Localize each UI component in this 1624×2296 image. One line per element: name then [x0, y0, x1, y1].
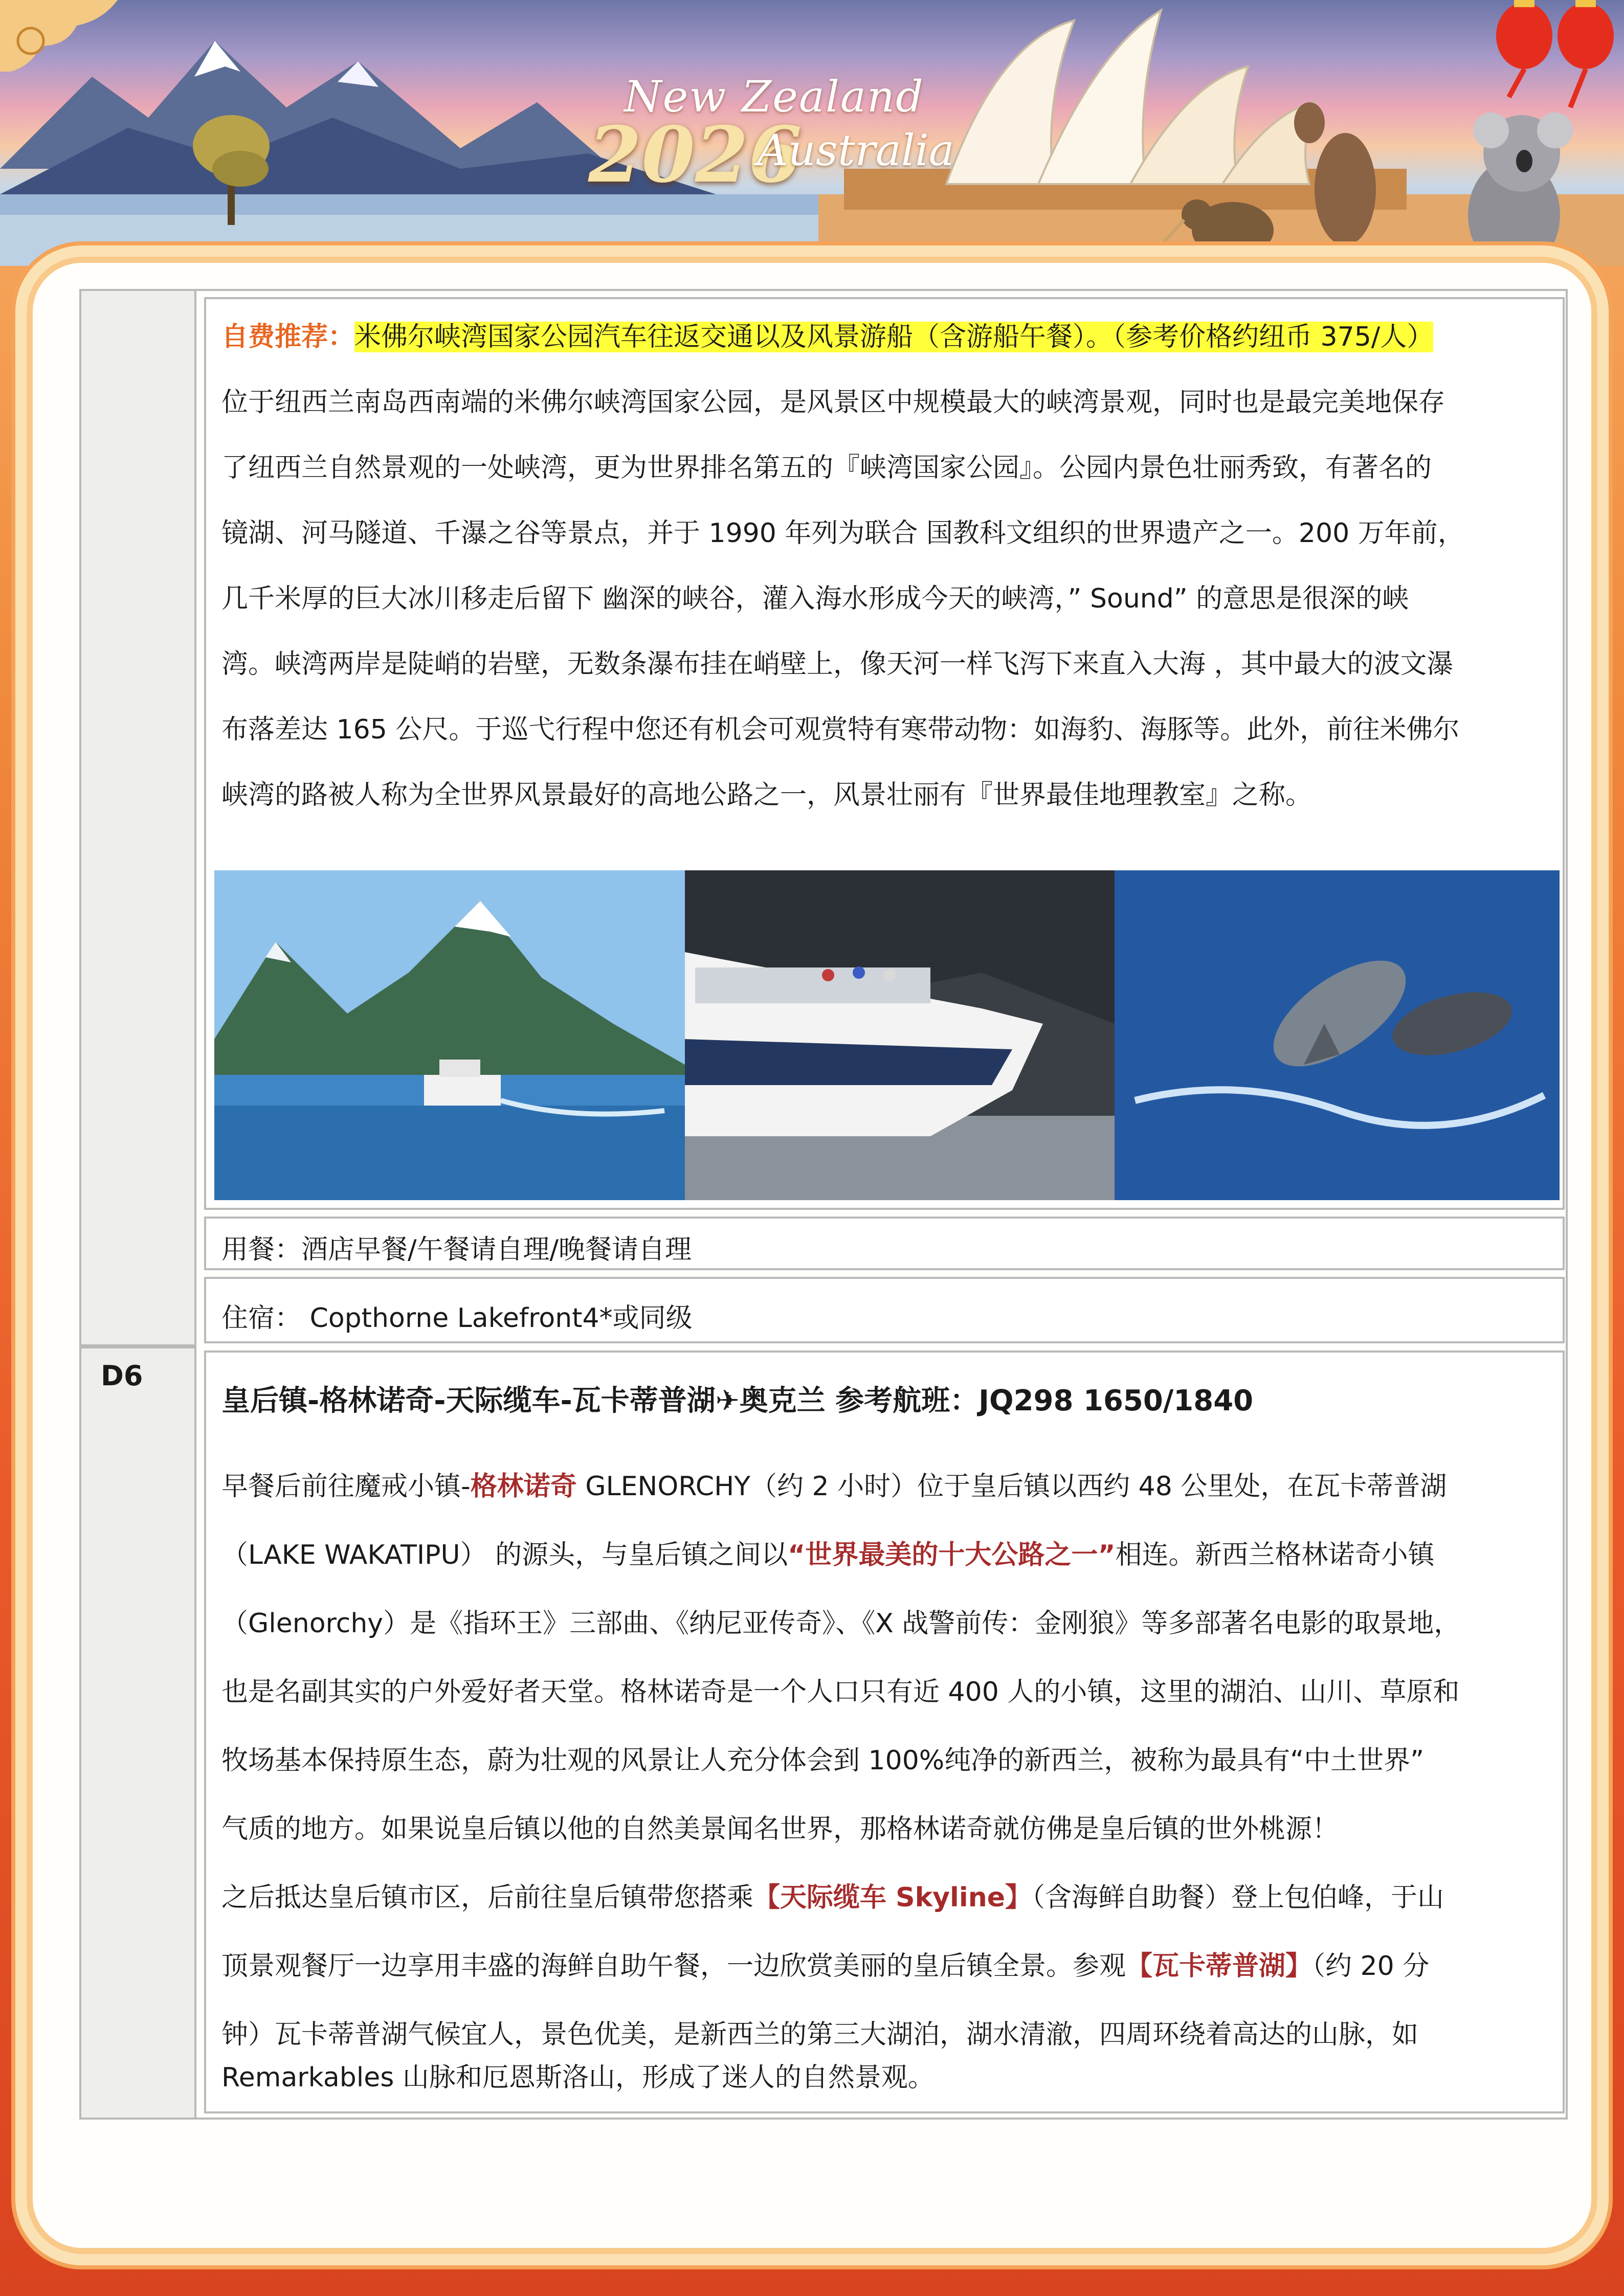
glenorchy-highlight: 格林诺奇: [470, 1471, 577, 1502]
d5-line-5: 湾。峡湾两岸是陡峭的岩壁，无数条瀑布挂在峭壁上，像天河一样飞泻下来直入大海 ，其中最大的波文瀑: [221, 649, 1454, 680]
d6-title: 皇后镇-格林诺奇-天际缆车-瓦卡蒂普湖✈奥克兰 参考航班：JQ298 1650/1840: [221, 1384, 1254, 1417]
optional-label: 自费推荐：: [221, 322, 355, 352]
d6-p1-l2-c: 相连。新西兰格林诺奇小镇: [1115, 1540, 1435, 1570]
banner-year: 2026: [588, 110, 802, 200]
d5-line-7: 峡湾的路被人称为全世界风景最好的高地公路之一，风景壮丽有『世界最佳地理教室』之称。: [221, 780, 1312, 811]
d6-p1-line-2: [221, 1522, 1551, 1588]
d6-p2-l1-c: （含海鲜自助餐）登上包伯峰，于山: [1032, 1882, 1444, 1913]
fjord-boat-photo: [214, 870, 685, 1200]
wakatipu-highlight: 【瓦卡蒂普湖】: [1126, 1951, 1312, 1982]
d6-p1-line-6: 气质的地方。如果说皇后镇以他的自然美景闻名世界，那格林诺奇就仿佛是皇后镇的世外桃源！: [221, 1814, 1339, 1844]
d5-description-cell: [204, 297, 1565, 1210]
header-banner: [0, 0, 1624, 266]
d6-p2-line-2: [221, 1933, 1551, 1999]
d6-p2-l2-a: 顶景观餐厅一边享用丰盛的海鲜自助午餐，一边欣赏美丽的皇后镇全景。参观: [221, 1951, 1126, 1982]
ship-bow-photo: [685, 870, 1115, 1200]
d6-p1-line-3: （Glenorchy）是《指环王》三部曲、《纳尼亚传奇》、《X 战警前传：金刚狼》等多部著名电影的取景地，: [221, 1608, 1461, 1639]
d6-p2-line-3: 钟）瓦卡蒂普湖气候宜人，景色优美，是新西兰的第三大湖泊，湖水清澈，四周环绕着高达的山脉，如: [221, 2019, 1419, 2050]
optional-text: 米佛尔峡湾国家公园汽车往返交通以及风景游船（含游船午餐）。（参考价格约纽币 375/人）: [354, 322, 1434, 352]
d6-p2-l1-a: 之后抵达皇后镇市区，后前往皇后镇带您搭乘: [221, 1882, 754, 1913]
d5-meals-cell: [204, 1217, 1565, 1270]
banner-au: Australia: [757, 125, 954, 175]
d5-line-2: 了纽西兰自然景观的一处峡湾，更为世界排名第五的『峡湾国家公园』。公园内景色壮丽秀致，有著名的: [221, 453, 1432, 483]
d5-line-3: 镜湖、河马隧道、千瀑之谷等景点，并于 1990 年列为联合 国教科文组织的世界遗产之一。200 万年前，: [221, 518, 1464, 549]
d6-p2-l2-c: （约 20 分: [1312, 1951, 1430, 1982]
d6-p1-line-1: [221, 1454, 1551, 1519]
itinerary-table: [79, 289, 1568, 2120]
hotel-text: 住宿： Copthorne Lakefront4*或同级: [221, 1303, 693, 1334]
row-divider: [81, 1344, 194, 1348]
d6-p1-line-5: 牧场基本保持原生态，蔚为壮观的风景让人充分体会到 100%纯净的新西兰，被称为最具有“中土世界”: [221, 1745, 1425, 1776]
d5-line-1: 位于纽西兰南岛西南端的米佛尔峡湾国家公园，是风景区中规模最大的峡湾景观，同时也是最完美地保存: [221, 387, 1445, 418]
banner-nz: New Zealand: [624, 72, 924, 122]
banner-title: [588, 61, 954, 215]
day-label-d6: D6: [101, 1360, 143, 1392]
d6-p1-line-4: 也是名副其实的户外爱好者天堂。格林诺奇是一个人口只有近 400 人的小镇，这里的湖泊、山川、草原和: [221, 1677, 1460, 1707]
d6-p1-l1-c: GLENORCHY（约 2 小时）位于皇后镇以西约 48 公里处，在瓦卡蒂普湖: [576, 1471, 1447, 1502]
d5-line-4: 几千米厚的巨大冰川移走后留下 幽深的峡谷，灌入海水形成今天的峡湾，” Sound” 的意思是很深的峡: [221, 583, 1409, 614]
d5-line-6: 布落差达 165 公尺。于巡弋行程中您还有机会可观赏特有寒带动物：如海豹、海豚等。此外，前往米佛尔: [221, 714, 1460, 745]
meals-text: 用餐：酒店早餐/午餐请自理/晚餐请自理: [221, 1234, 692, 1265]
top-ten-roads-highlight: “世界最美的十大公路之一”: [788, 1540, 1116, 1570]
photo-strip: [214, 870, 1560, 1200]
d6-p1-l1-a: 早餐后前往魔戒小镇-: [221, 1471, 471, 1502]
skyline-highlight: 【天际缆车 Skyline】: [753, 1882, 1032, 1913]
d6-p2-line-1: [221, 1865, 1551, 1930]
optional-recommendation: [221, 304, 1551, 370]
day-column: [81, 291, 196, 2118]
d6-description-cell: [204, 1350, 1565, 2113]
d6-p2-line-4: Remarkables 山脉和厄恩斯洛山，形成了迷人的自然景观。: [221, 2062, 935, 2093]
dolphins-photo: [1115, 870, 1560, 1200]
d5-hotel-cell: [204, 1277, 1565, 1343]
d6-p1-l2-a: （LAKE WAKATIPU） 的源头，与皇后镇之间以: [221, 1540, 788, 1570]
